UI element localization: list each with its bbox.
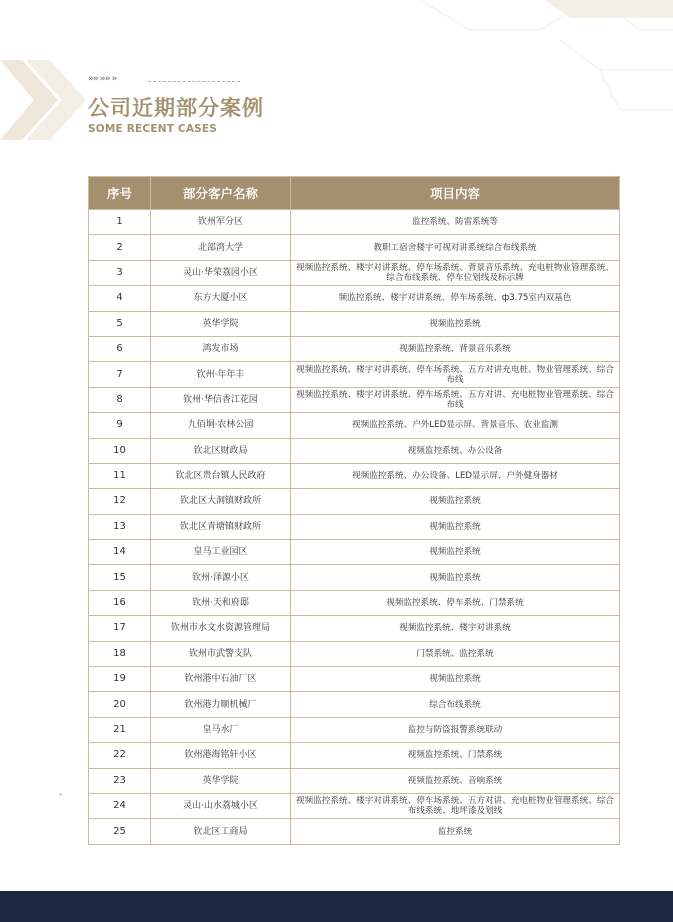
row-content: 视频监控系统、音响系统 bbox=[291, 768, 620, 793]
row-customer: 灵山·山水荔城小区 bbox=[151, 793, 291, 818]
row-customer: 英华学院 bbox=[151, 768, 291, 793]
row-content: 监控与防盗报警系统联动 bbox=[291, 717, 620, 742]
row-customer: 钦州·年年丰 bbox=[151, 362, 291, 387]
row-number: 2 bbox=[89, 235, 151, 260]
header-no: 序号 bbox=[89, 177, 151, 210]
row-number: 4 bbox=[89, 286, 151, 311]
row-content: 视频监控系统、停车系统、门禁系统 bbox=[291, 590, 620, 615]
row-number: 16 bbox=[89, 590, 151, 615]
row-customer: 钦北区财政局 bbox=[151, 438, 291, 463]
row-number: 14 bbox=[89, 540, 151, 565]
row-number: 7 bbox=[89, 362, 151, 387]
row-content: 视频监控系统、楼宇对讲系统、停车场系统、五方对讲、充电桩物业管理系统、综合布线系统、地坪漆及划线 bbox=[291, 793, 620, 818]
table-row bbox=[89, 641, 620, 666]
row-content: 视频监控系统 bbox=[291, 514, 620, 539]
row-content: 视频监控系统 bbox=[291, 489, 620, 514]
dash-divider bbox=[148, 81, 240, 82]
table-row bbox=[89, 565, 620, 590]
row-number: 10 bbox=[89, 438, 151, 463]
row-customer: 东方大厦小区 bbox=[151, 286, 291, 311]
row-content: 视频监控系统 bbox=[291, 540, 620, 565]
row-content: 视频监控系统 bbox=[291, 565, 620, 590]
row-content: 视频监控系统、门禁系统 bbox=[291, 743, 620, 768]
table-row bbox=[89, 717, 620, 742]
decorative-chevrons bbox=[0, 0, 673, 180]
row-number: 19 bbox=[89, 667, 151, 692]
row-number: 22 bbox=[89, 743, 151, 768]
cases-table bbox=[88, 176, 620, 845]
table-row bbox=[89, 311, 620, 336]
table-row bbox=[89, 590, 620, 615]
table-row bbox=[89, 336, 620, 361]
table-row bbox=[89, 387, 620, 412]
row-content: 视频监控系统 bbox=[291, 667, 620, 692]
row-customer: 钦州港海铭轩小区 bbox=[151, 743, 291, 768]
table-row bbox=[89, 235, 620, 260]
row-number: 8 bbox=[89, 387, 151, 412]
row-content: 视频监控系统、户外LED显示屏、背景音乐、农业监测 bbox=[291, 413, 620, 438]
row-content: 视频监控系统、楼宇对讲系统、停车场系统、背景音乐系统、充电桩物业管理系统、综合布线系统、停车位划线及标示牌 bbox=[291, 260, 620, 285]
table-row bbox=[89, 692, 620, 717]
row-number: 11 bbox=[89, 463, 151, 488]
row-content: 视频监控系统、楼宇对讲系统、停车场系统、五方对讲充电桩、物业管理系统、综合布线 bbox=[291, 362, 620, 387]
row-number: 1 bbox=[89, 210, 151, 235]
row-customer: 钦州港中石油厂区 bbox=[151, 667, 291, 692]
row-content: 视频监控系统、办公设备 bbox=[291, 438, 620, 463]
table-row bbox=[89, 616, 620, 641]
row-customer: 钦北区青塘镇财政所 bbox=[151, 514, 291, 539]
row-customer: 钦州市武警支队 bbox=[151, 641, 291, 666]
decorative-dot bbox=[59, 793, 62, 796]
row-number: 5 bbox=[89, 311, 151, 336]
row-customer: 英华学院 bbox=[151, 311, 291, 336]
row-customer: 鸿发市场 bbox=[151, 336, 291, 361]
footer-bar bbox=[0, 891, 673, 922]
table-header-row bbox=[89, 177, 620, 210]
table-row bbox=[89, 463, 620, 488]
row-customer: 北部湾大学 bbox=[151, 235, 291, 260]
row-customer: 钦州港力顺机械厂 bbox=[151, 692, 291, 717]
table-row bbox=[89, 540, 620, 565]
arrow-icons: »» »» » bbox=[88, 74, 117, 84]
row-customer: 皇马水厂 bbox=[151, 717, 291, 742]
table-row bbox=[89, 667, 620, 692]
row-customer: 钦州市水文水资源管理局 bbox=[151, 616, 291, 641]
row-number: 21 bbox=[89, 717, 151, 742]
row-customer: 灵山·华荣荔园小区 bbox=[151, 260, 291, 285]
row-customer: 钦州·天和府邸 bbox=[151, 590, 291, 615]
row-content: 教职工宿舍楼宇可视对讲系统综合布线系统 bbox=[291, 235, 620, 260]
row-customer: 钦北区大洞镇财政所 bbox=[151, 489, 291, 514]
table-row bbox=[89, 260, 620, 285]
row-number: 6 bbox=[89, 336, 151, 361]
row-content: 视频监控系统、楼宇对讲系统 bbox=[291, 616, 620, 641]
row-customer: 钦北区贵台镇人民政府 bbox=[151, 463, 291, 488]
row-customer: 钦州军分区 bbox=[151, 210, 291, 235]
row-number: 24 bbox=[89, 793, 151, 818]
row-number: 13 bbox=[89, 514, 151, 539]
row-content: 视频监控系统、背景音乐系统 bbox=[291, 336, 620, 361]
row-content: 监控系统 bbox=[291, 819, 620, 844]
row-number: 25 bbox=[89, 819, 151, 844]
row-number: 17 bbox=[89, 616, 151, 641]
row-number: 18 bbox=[89, 641, 151, 666]
table-row bbox=[89, 743, 620, 768]
row-number: 20 bbox=[89, 692, 151, 717]
row-content: 综合布线系统 bbox=[291, 692, 620, 717]
row-content: 视频监控系统、楼宇对讲系统、停车场系统、五方对讲、充电桩物业管理系统、综合布线 bbox=[291, 387, 620, 412]
row-content: 门禁系统、监控系统 bbox=[291, 641, 620, 666]
table-row bbox=[89, 768, 620, 793]
table-row bbox=[89, 362, 620, 387]
page-title: 公司近期部分案例 bbox=[88, 96, 264, 120]
row-content: 视频监控系统、办公设备、LED显示屏、户外健身器材 bbox=[291, 463, 620, 488]
row-customer: 皇马工业园区 bbox=[151, 540, 291, 565]
row-number: 3 bbox=[89, 260, 151, 285]
table-row bbox=[89, 819, 620, 844]
row-number: 23 bbox=[89, 768, 151, 793]
row-content: 频监控系统、楼宇对讲系统、停车场系统、ф3.75室内双基色 bbox=[291, 286, 620, 311]
table-row bbox=[89, 489, 620, 514]
header-content: 项目内容 bbox=[291, 177, 620, 210]
page-subtitle: SOME RECENT CASES bbox=[88, 123, 218, 135]
row-customer: 九佰垌·农林公园 bbox=[151, 413, 291, 438]
row-number: 9 bbox=[89, 413, 151, 438]
header-customer: 部分客户名称 bbox=[151, 177, 291, 210]
row-number: 15 bbox=[89, 565, 151, 590]
row-customer: 钦北区工商局 bbox=[151, 819, 291, 844]
row-customer: 钦州·华信香江花园 bbox=[151, 387, 291, 412]
table-row bbox=[89, 793, 620, 818]
table-row bbox=[89, 286, 620, 311]
table-row bbox=[89, 514, 620, 539]
row-customer: 钦州·泽源小区 bbox=[151, 565, 291, 590]
table-row bbox=[89, 438, 620, 463]
row-content: 监控系统、防雷系统等 bbox=[291, 210, 620, 235]
row-number: 12 bbox=[89, 489, 151, 514]
row-content: 视频监控系统 bbox=[291, 311, 620, 336]
table-row bbox=[89, 413, 620, 438]
table-row bbox=[89, 210, 620, 235]
